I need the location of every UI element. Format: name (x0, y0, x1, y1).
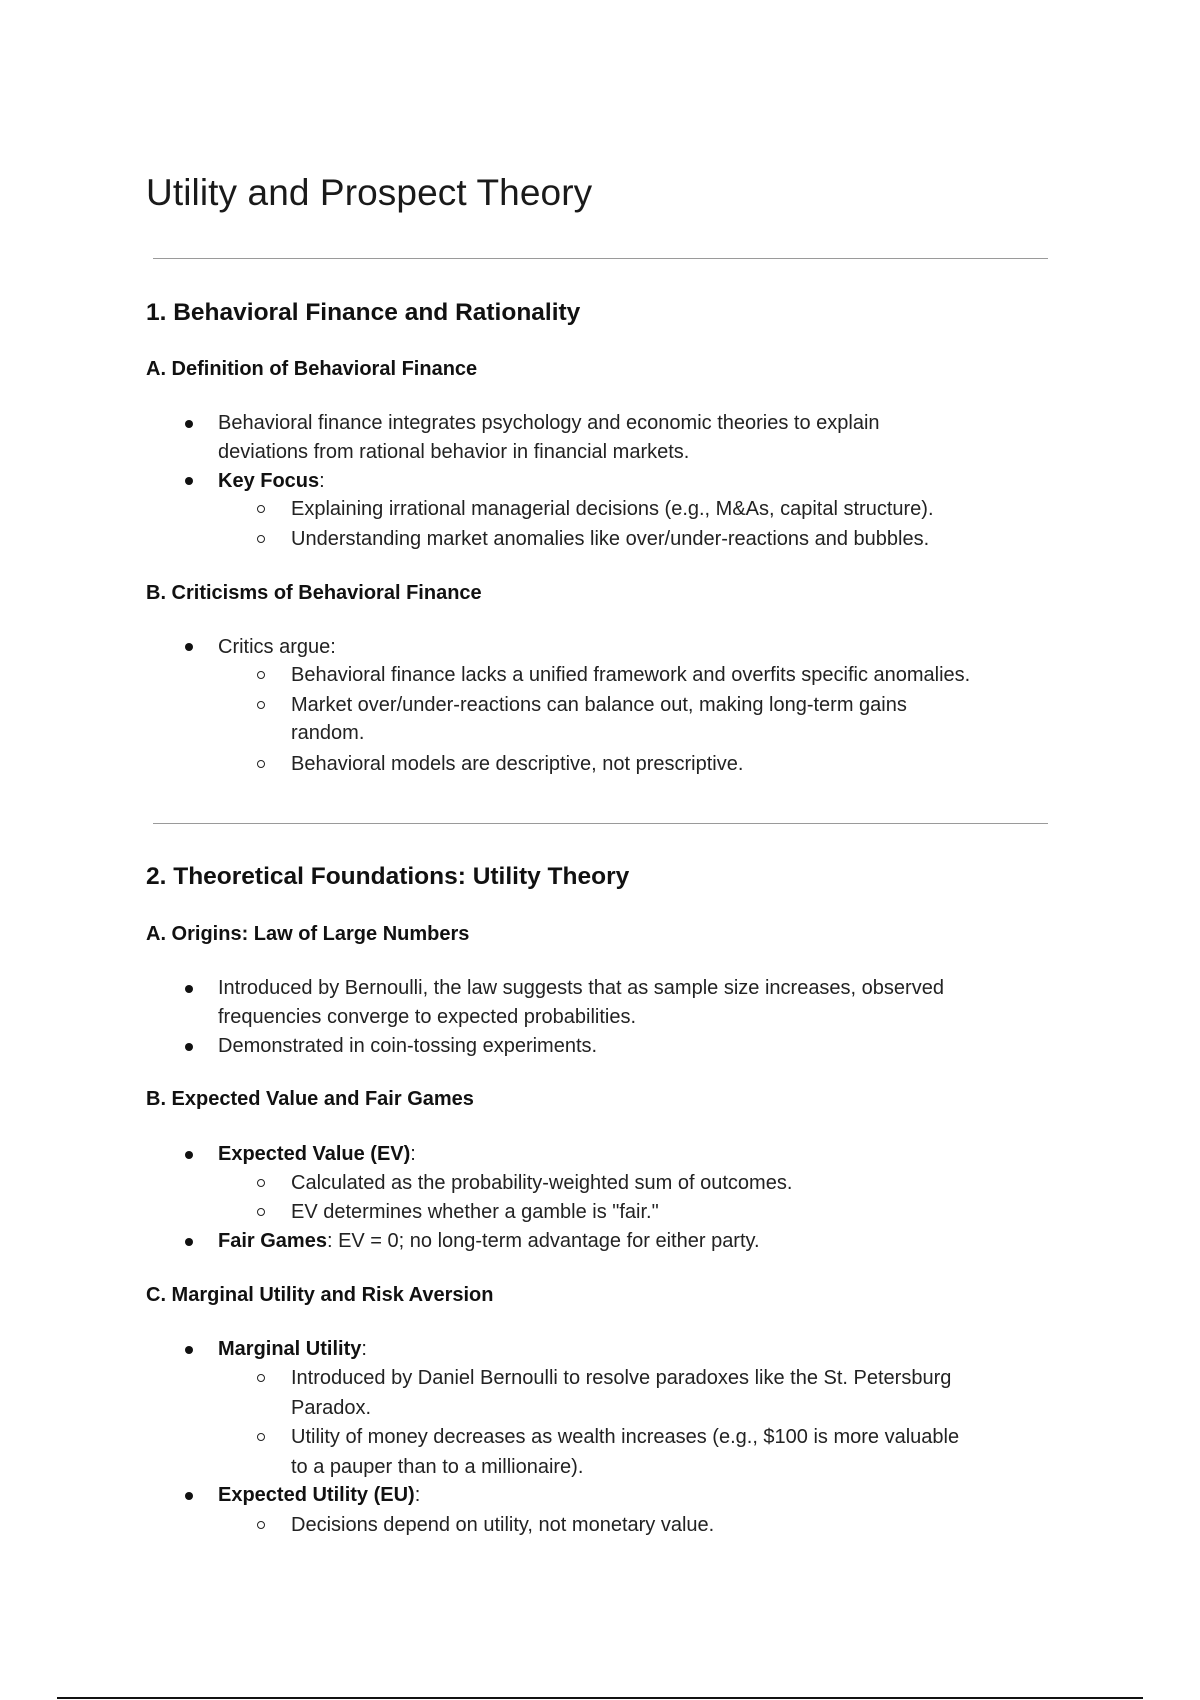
list-item (218, 1230, 760, 1253)
list-item (218, 1338, 367, 1361)
sub-list-item-text: Introduced by Daniel Bernoulli to resolve paradoxes like the St. Petersburg (291, 1367, 952, 1389)
sub-list-item-text: Explaining irrational managerial decisions (e.g., M&As, capital structure). (291, 498, 934, 520)
bullet-dot (185, 1238, 193, 1246)
page-bottom-edge (57, 1697, 1143, 1699)
list-item-text: frequencies converge to expected probabilities. (218, 1006, 637, 1028)
list-item (218, 470, 325, 493)
section-2c-heading: C. Marginal Utility and Risk Aversion (146, 1284, 494, 1306)
divider (153, 258, 1048, 259)
section-2-heading: 2. Theoretical Foundations: Utility Theory (146, 863, 630, 890)
sub-bullet-circle (257, 535, 265, 543)
list-item-text: : EV = 0; no long-term advantage for either party. (326, 1230, 760, 1252)
sub-list-item-text: Behavioral finance lacks a unified framework and overfits specific anomalies. (291, 664, 971, 686)
key-focus-label: Key Focus (218, 470, 320, 492)
section-1-heading: 1. Behavioral Finance and Rationality (146, 299, 581, 326)
sub-bullet-circle (257, 1179, 265, 1187)
sub-list-item-text: Market over/under-reactions can balance out, making long-term gains (291, 694, 907, 716)
divider (153, 823, 1048, 824)
document-title: Utility and Prospect Theory (146, 172, 593, 213)
expected-value-label: Expected Value (EV) (218, 1143, 411, 1165)
sub-list-item-text: to a pauper than to a millionaire). (291, 1456, 584, 1478)
fair-games-label: Fair Games (218, 1230, 327, 1252)
sub-list-item-text: Understanding market anomalies like over/under-reactions and bubbles. (291, 528, 930, 550)
sub-list-item-text: random. (291, 722, 365, 744)
section-1b-heading: B. Criticisms of Behavioral Finance (146, 582, 482, 604)
sub-bullet-circle (257, 671, 265, 679)
sub-list-item-text: Utility of money decreases as wealth increases (e.g., $100 is more valuable (291, 1426, 960, 1448)
bullet-dot (185, 1346, 193, 1354)
list-item-text: Critics argue: (218, 636, 336, 658)
expected-utility-label: Expected Utility (EU) (218, 1484, 415, 1506)
sub-list-item-text: Behavioral models are descriptive, not prescriptive. (291, 753, 744, 775)
sub-list-item-text: Decisions depend on utility, not monetary value. (291, 1514, 715, 1536)
list-item-text: Behavioral finance integrates psychology and economic theories to explain (218, 412, 880, 434)
list-item-text: Introduced by Bernoulli, the law suggests that as sample size increases, observed (218, 977, 944, 999)
list-item-text: deviations from rational behavior in financial markets. (218, 441, 690, 463)
bullet-dot (185, 1151, 193, 1159)
list-item-text: : (414, 1484, 421, 1506)
sub-list-item-text: EV determines whether a gamble is "fair." (291, 1201, 659, 1223)
bullet-dot (185, 420, 193, 428)
sub-bullet-circle (257, 1521, 265, 1529)
sub-bullet-circle (257, 701, 265, 709)
sub-bullet-circle (257, 1374, 265, 1382)
section-2a-heading: A. Origins: Law of Large Numbers (146, 923, 470, 945)
list-item (218, 1484, 420, 1507)
list-item-text: : (361, 1338, 367, 1360)
bullet-dot (185, 1043, 193, 1051)
sub-bullet-circle (257, 760, 265, 768)
marginal-utility-label: Marginal Utility (218, 1338, 362, 1360)
sub-bullet-circle (257, 505, 265, 513)
sub-bullet-circle (257, 1208, 265, 1216)
sub-list-item-text: Paradox. (291, 1397, 372, 1419)
section-1a-heading: A. Definition of Behavioral Finance (146, 358, 478, 380)
section-2b-heading: B. Expected Value and Fair Games (146, 1088, 474, 1110)
list-item-text: Demonstrated in coin-tossing experiments. (218, 1035, 598, 1057)
bullet-dot (185, 985, 193, 993)
bullet-dot (185, 1492, 193, 1500)
sub-list-item-text: Calculated as the probability-weighted sum of outcomes. (291, 1172, 793, 1194)
list-item (218, 1143, 416, 1166)
bullet-dot (185, 477, 193, 485)
list-item-text: : (410, 1143, 416, 1165)
sub-bullet-circle (257, 1433, 265, 1441)
list-item-text: : (319, 470, 325, 492)
bullet-dot (185, 643, 193, 651)
